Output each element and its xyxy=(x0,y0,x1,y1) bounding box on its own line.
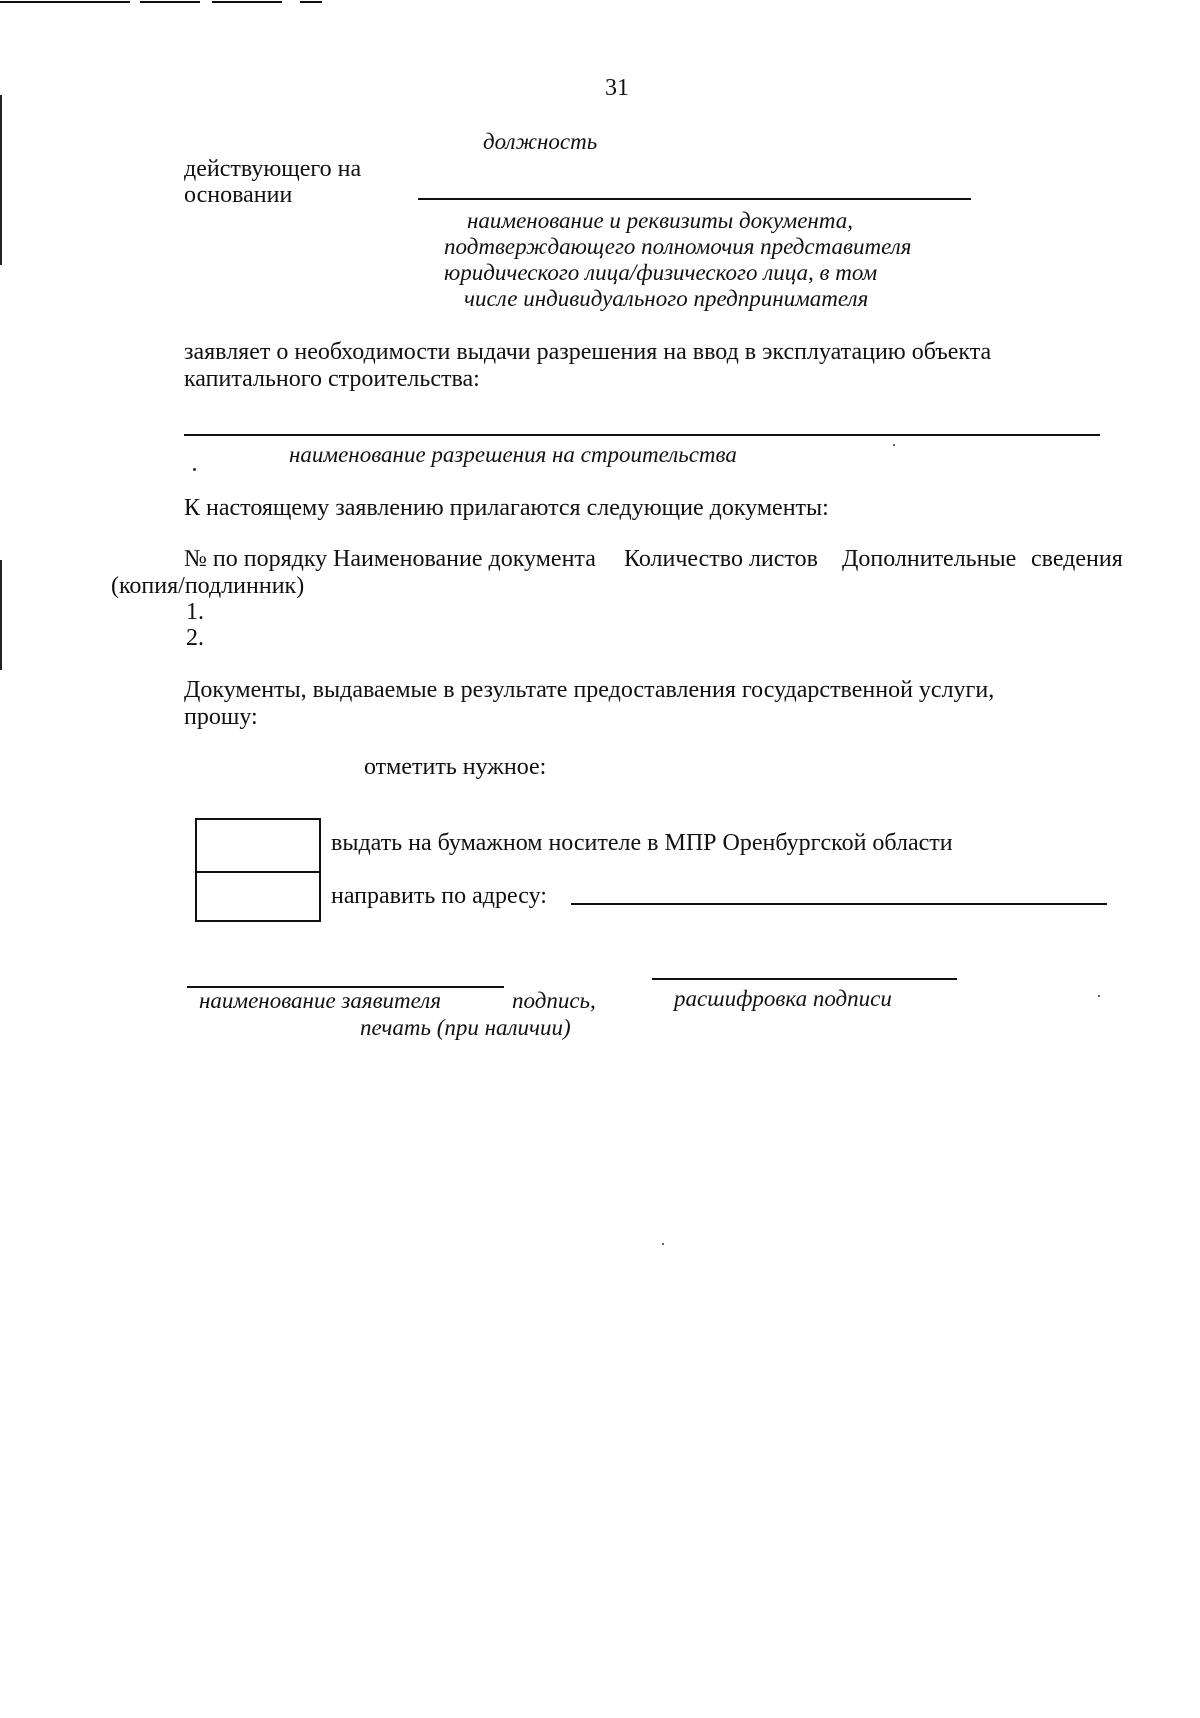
column-sheet-count: Количество листов xyxy=(624,546,818,572)
delivery-intro: Документы, выдаваемые в результате предоставления государственной услуги, xyxy=(184,677,995,703)
scan-artifact-top-line xyxy=(140,1,200,3)
paper-option-label: выдать на бумажном носителе в МПР Оренбургской области xyxy=(331,830,953,856)
scan-speck xyxy=(1098,995,1100,997)
document-caption: числе индивидуального предпринимателя xyxy=(464,286,869,311)
scan-speck xyxy=(662,1243,664,1245)
column-additional-info: сведения xyxy=(1031,546,1123,572)
position-caption: должность xyxy=(483,129,598,154)
list-item: 1. xyxy=(186,599,204,625)
signature-decode-line[interactable] xyxy=(652,978,957,980)
page-number: 31 xyxy=(605,75,629,101)
address-option-label: направить по адресу: xyxy=(331,883,547,909)
scan-artifact-top-line xyxy=(300,1,322,3)
scan-artifact-top-line xyxy=(212,1,282,3)
scan-speck xyxy=(893,444,895,446)
document-caption: подтверждающего полномочия представителя xyxy=(444,234,912,259)
paper-option-checkbox[interactable] xyxy=(195,818,321,873)
list-item: 2. xyxy=(186,625,204,651)
attachments-intro: К настоящему заявлению прилагаются следующие документы: xyxy=(184,495,829,521)
signature-caption: подпись, xyxy=(512,988,596,1013)
address-field-line[interactable] xyxy=(571,903,1107,905)
acting-on-basis-label: действующего на xyxy=(184,156,362,182)
statement-text: капитального строительства: xyxy=(184,366,480,392)
mark-needed-label: отметить нужное: xyxy=(364,754,547,780)
scan-artifact-top-line xyxy=(0,1,130,3)
document-caption: юридического лица/физического лица, в том xyxy=(444,260,878,285)
basis-document-field-line[interactable] xyxy=(418,198,971,200)
acting-on-basis-label: основании xyxy=(184,182,293,208)
scan-artifact-left-edge xyxy=(0,95,2,265)
applicant-caption: наименование заявителя xyxy=(199,988,442,1013)
document-caption: наименование и реквизиты документа, xyxy=(467,208,853,233)
column-additional-info: (копия/подлинник) xyxy=(111,573,305,599)
column-additional-info: Дополнительные xyxy=(842,546,1017,572)
permit-name-field-line[interactable] xyxy=(184,434,1100,436)
address-option-checkbox[interactable] xyxy=(195,869,321,922)
statement-text: заявляет о необходимости выдачи разрешения на ввод в эксплуатацию объекта xyxy=(184,339,992,365)
scan-speck xyxy=(193,468,196,471)
column-number: № по порядку xyxy=(184,546,328,572)
column-document-name: Наименование документа xyxy=(333,546,596,572)
signature-decode-caption: расшифровка подписи xyxy=(674,986,892,1011)
permit-caption: наименование разрешения на строительства xyxy=(289,442,737,467)
scan-artifact-left-edge xyxy=(0,560,2,670)
delivery-intro: прошу: xyxy=(184,704,258,730)
seal-caption: печать (при наличии) xyxy=(360,1015,571,1040)
